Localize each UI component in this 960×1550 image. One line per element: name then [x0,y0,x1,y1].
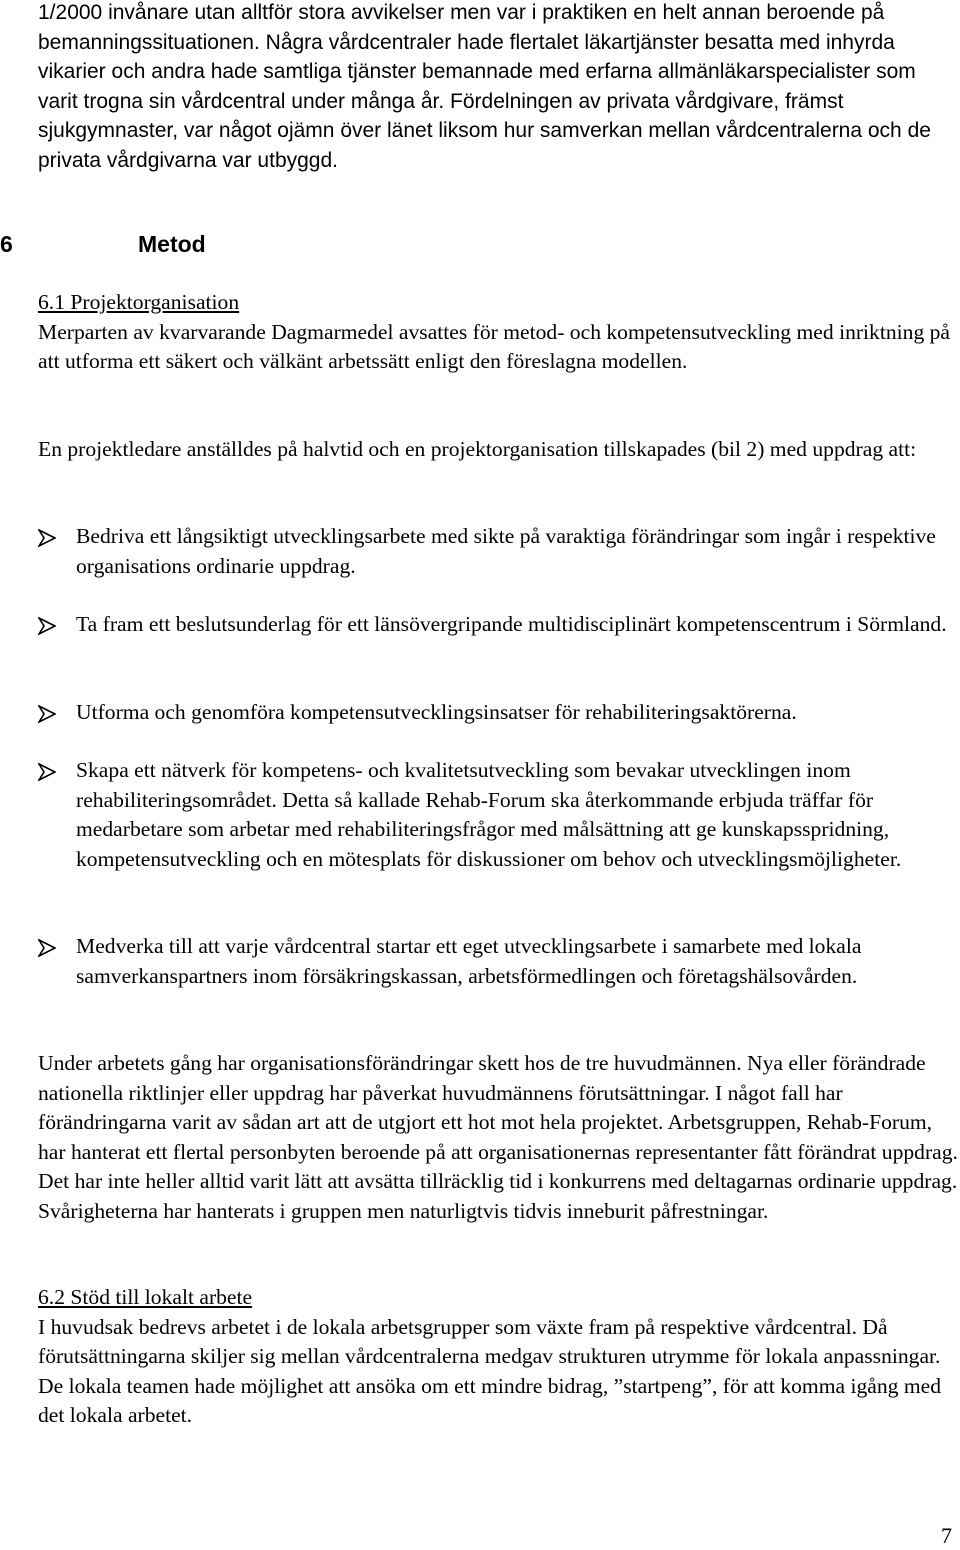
section-title: Metod [138,231,206,257]
intro-paragraph: 1/2000 invånare utan alltför stora avvikelser men var i praktiken en helt annan beroende på bemanningssituationen. Några vårdcentraler hade flertalet läkartjänster besatta med inhyrda vikarier och andra hade samtliga tjänster bemannade med erfarna allmänläkarspecialister som varit trogna sin vårdcentral under många år. Fördelningen av privata vårdgivare, främst sjukgymnaster, var något ojämn över länet liksom hur samverkan mellan vårdcentralerna och de privata vårdgivarna var utbyggd. [38,1,931,172]
project-lead-paragraph: En projektledare anställdes på halvtid och en projektorganisation tillskapades (bil 2) med uppdrag att: [38,437,917,461]
list-item-text: Ta fram ett beslutsunderlag för ett länsövergripande multidisciplinärt kompetenscentrum i Sörmland. [76,612,947,636]
list-item-text: Bedriva ett långsiktigt utvecklingsarbete med sikte på varaktiga förändringar som ingår i respektive organisations ordinarie uppdrag. [76,524,936,578]
page-number: 7 [941,1523,952,1548]
section-number: 6 [0,231,13,257]
arrowhead-bullet-icon [38,705,56,723]
arrowhead-bullet-icon [38,939,56,957]
subsection-paragraph: Merparten av kvarvarande Dagmarmedel avsattes för metod- och kompetensutveckling med inriktning på att utforma ett säkert och välkänt arbetssätt enligt den föreslagna modellen. [38,319,951,373]
subsection-lokalt-arbete [38,1283,960,1431]
subsection-paragraph: I huvudsak bedrevs arbetet i de lokala arbetsgrupper som växte fram på respektive vårdcentral. Då förutsättningarna skiljer sig mellan vårdcentralerna medgav strukturen utrymme för lokala anpassningar. De lokala teamen hade möjlighet att ansöka om ett mindre bidrag, ”startpeng”, för att komma igång med det lokala arbetet. [38,1314,942,1427]
subsection-projektorganisation [38,288,960,377]
list-item-text: Utforma och genomföra kompetensutvecklingsinsatser för rehabiliteringsaktörerna. [76,700,797,724]
list-item-text: Medverka till att varje vårdcentral startar ett eget utvecklingsarbete i samarbete med lokala samverkanspartners inom försäkringskassan, arbetsförmedlingen och företagshälsovården. [76,934,862,988]
arrowhead-bullet-icon [38,617,56,635]
subsection-heading: 6.1 Projektorganisation [38,290,240,314]
list-item-text: Skapa ett nätverk för kompetens- och kvalitetsutveckling som bevakar utvecklingen inom rehabiliteringsområdet. Detta så kallade Rehab-Forum ska återkommande erbjuda träffar för medarbetare som arbetar med rehabiliteringsfrågor med målsättning att ge kunskapsspridning, kompetensutveckling och en mötesplats för diskussioner om behov och utvecklingsmöjligheter. [76,758,902,871]
arrowhead-bullet-icon [38,529,56,547]
subsection-heading: 6.2 Stöd till lokalt arbete [38,1285,253,1309]
organisational-changes-paragraph: Under arbetets gång har organisationsförändringar skett hos de tre huvudmännen. Nya eller förändrade nationella riktlinjer eller uppdrag har påverkat huvudmännens förutsättningar. I något fall har förändringarna varit av sådan art att de utgjort ett hot mot hela projektet. Arbetsgruppen, Rehab-Forum, har hanterat ett flertal personbyten beroende på att organisationernas representanter fått förändrat uppdrag. Det har inte heller alltid varit lätt att avsätta tillräcklig tid i konkurrens med deltagarnas ordinarie uppdrag. Svårigheterna har hanterats i gruppen men naturligtvis tidvis inneburit påfrestningar. [38,1051,958,1223]
arrowhead-bullet-icon [38,763,56,781]
